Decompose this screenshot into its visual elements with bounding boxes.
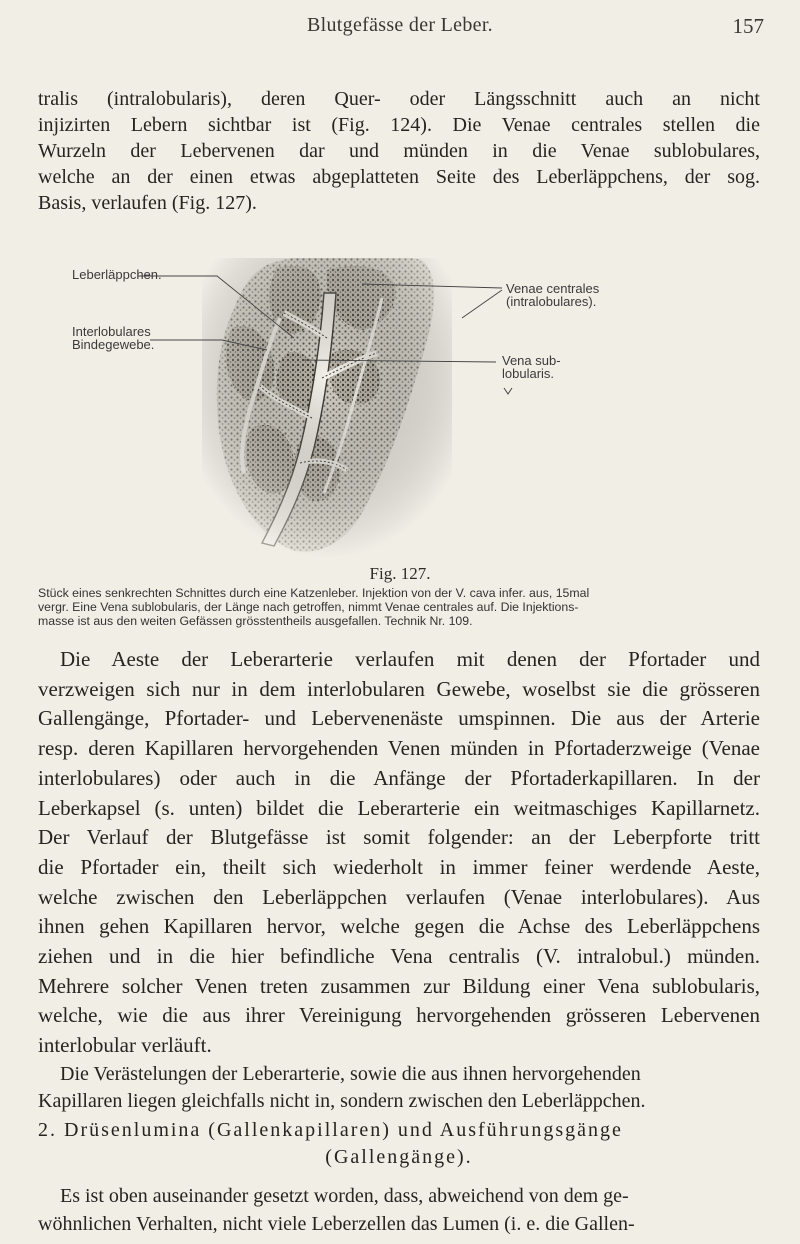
label-bindegewebe: Bindegewebe.: [72, 337, 155, 352]
paragraph-4: [38, 1182, 760, 1238]
text-line: Die Aeste der Leberarterie verlaufen mit denen der Pfortader und: [60, 647, 760, 671]
caption-line: Stück eines senkrechten Schnittes durch eine Katzenleber. Injektion von der V. cava infer. aus, 15mal: [38, 586, 590, 600]
text-line: tralis (intralobularis), deren Quer- oder Längsschnitt auch an nicht: [38, 88, 760, 110]
text-line: interlobular verläuft.: [38, 1033, 212, 1058]
text-line: Wurzeln der Lebervenen dar und münden in die Venae sublobulares,: [38, 140, 760, 162]
paragraph-1: [38, 86, 760, 216]
running-title: Blutgefässe der Leber.: [307, 14, 493, 36]
text-line: welche zwischen den Leberläppchen verlaufen (Venae interlobulares). Aus: [38, 884, 760, 909]
text-line: ihnen gehen Kapillaren hervor, welche gegen die Achse des Leberläppchens: [38, 914, 760, 939]
text-line: verzweigen sich nur in dem interlobularen Gewebe, woselbst sie die grösseren: [38, 676, 760, 701]
figure-number: Fig. 127.: [369, 564, 431, 583]
section-heading: [38, 1117, 760, 1171]
paragraph-3: [38, 1061, 760, 1115]
page-number: 157: [732, 14, 764, 38]
histology-figure: [62, 258, 742, 558]
label-intralobulares: (intralobulares).: [506, 294, 597, 309]
text-line: Gallengänge, Pfortader- und Lebervenenäste umspinnen. Die aus der Arterie: [38, 706, 760, 731]
text-line: injizirten Lebern sichtbar ist (Fig. 124). Die Venae centrales stellen die: [38, 114, 760, 136]
page-header: [0, 14, 800, 54]
text-line: die Pfortader ein, theilt sich wiederholt in immer feiner werdende Aeste,: [38, 854, 760, 879]
text-line: Mehrere solcher Venen treten zusammen zur Bildung einer Vena sublobularis,: [38, 973, 760, 998]
caption-line: vergr. Eine Vena sublobularis, der Länge nach getroffen, nimmt Venae centrales auf. Die Injektions-: [38, 600, 579, 614]
liver-section-illustration: [62, 258, 742, 558]
text-line: resp. deren Kapillaren hervorgehenden Venen münden in Pfortaderzweige (Venae: [38, 736, 760, 761]
text-line: welche, wie die aus ihrer Vereinigung hervorgehenden grösseren Lebervenen: [38, 1003, 760, 1028]
section-heading-line-2: (Gallengänge).: [325, 1146, 473, 1168]
text-line: Die Verästelungen der Leberarterie, sowie die aus ihnen hervorgehenden: [60, 1063, 641, 1085]
paragraph-2: [38, 645, 760, 1061]
text-line: welche an der einen etwas abgeplatteten Seite des Leberläppchens, der sog.: [38, 166, 760, 188]
text-line: interlobulares) oder auch in die Anfänge der Pfortaderkapillaren. In der: [38, 765, 760, 790]
label-lobularis: lobularis.: [502, 366, 555, 381]
text-line: ziehen und in die hier befindliche Vena centralis (V. intralobul.) münden.: [38, 944, 760, 969]
label-interlobulares: Interlobulares: [72, 324, 151, 339]
caption-line: masse ist aus den weiten Gefässen grösstentheils ausgefallen. Technik Nr. 109.: [38, 614, 473, 628]
section-heading-line-1: 2. Drüsenlumina (Gallenkapillaren) und Ausführungsgänge: [38, 1119, 623, 1141]
figure-caption: [38, 586, 760, 628]
text-line: wöhnlichen Verhalten, nicht viele Leberzellen das Lumen (i. e. die Gallen-: [38, 1213, 635, 1235]
text-line: Leberkapsel (s. unten) bildet die Leberarterie ein weitmaschiges Kapillarnetz.: [38, 795, 760, 820]
label-venae-centrales: Venae centrales: [506, 281, 600, 296]
text-line: Basis, verlaufen (Fig. 127).: [38, 192, 257, 214]
text-line: Der Verlauf der Blutgefässe ist somit folgender: an der Leberpforte tritt: [38, 825, 760, 850]
text-line: Es ist oben auseinander gesetzt worden, dass, abweichend von dem ge-: [60, 1185, 629, 1207]
label-leberlaeppchen: Leberläppchen.: [72, 267, 162, 282]
label-vena-sub: Vena sub-: [502, 353, 561, 368]
text-line: Kapillaren liegen gleichfalls nicht in, sondern zwischen den Leberläppchen.: [38, 1090, 646, 1112]
